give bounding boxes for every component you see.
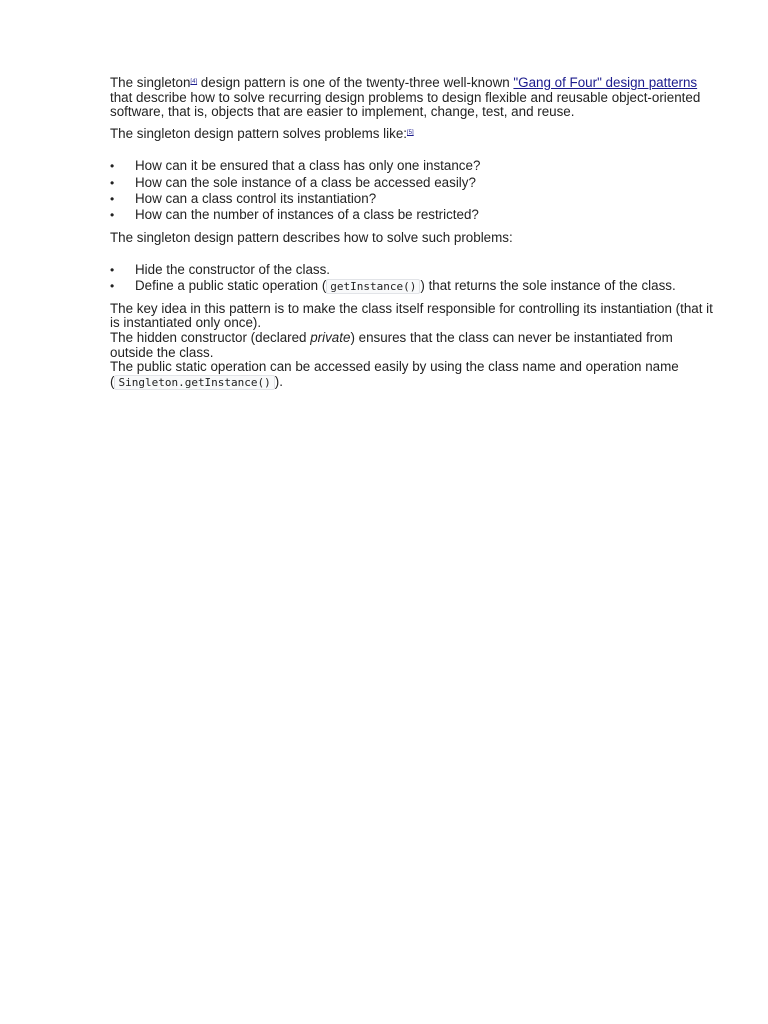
list-item: • Hide the constructor of the class. xyxy=(110,262,715,278)
solution-text-post: ) that returns the sole instance of the class. xyxy=(420,278,676,294)
key-idea-line-2-post: ) ensures that the class can never be instantiated from outside the class. xyxy=(110,329,673,360)
citation-ref-5[interactable]: [5] xyxy=(407,129,414,136)
key-idea-line-2-pre: The hidden constructor (declared xyxy=(110,329,311,345)
key-idea-line-3-post: ). xyxy=(274,373,283,389)
intro-text-3: that describe how to solve recurring design problems to design flexible and reusable object-oriented software, that is, objects that are easier to implement, change, test, and reuse. xyxy=(110,89,701,120)
code-get-instance: getInstance() xyxy=(326,279,420,294)
intro-text-2: design pattern is one of the twenty-three well-known xyxy=(197,75,514,90)
code-singleton-get-instance: Singleton.getInstance() xyxy=(114,375,274,390)
list-item: • How can it be ensured that a class has only one instance? xyxy=(110,158,715,174)
key-idea-line-1: The key idea in this pattern is to make the class itself responsible for controlling its instantiation (that it is instantiated only once). xyxy=(110,300,713,331)
citation-ref-4[interactable]: [4] xyxy=(190,79,198,85)
gang-of-four-link[interactable]: "Gang of Four" design patterns xyxy=(513,75,698,90)
key-idea-paragraph xyxy=(110,302,715,391)
intro-text-1: The singleton xyxy=(110,75,191,90)
list-item: • How can the number of instances of a class be restricted? xyxy=(110,207,715,223)
list-item xyxy=(110,278,715,294)
solution-text-pre: Define a public static operation ( xyxy=(135,278,327,294)
list-item: • How can the sole instance of a class be accessed easily? xyxy=(110,175,715,191)
solutions-list xyxy=(110,262,715,295)
private-keyword: private xyxy=(310,329,351,345)
problems-intro-text: The singleton design pattern solves problems like: xyxy=(110,125,407,141)
solution-intro: The singleton design pattern describes how to solve such problems: xyxy=(110,229,513,245)
intro-paragraph xyxy=(110,76,715,120)
article-body xyxy=(110,76,715,390)
key-idea-line-3-pre: The public static operation can be accessed easily by using the class name and operation name ( xyxy=(110,359,679,389)
problems-list xyxy=(110,158,715,223)
problems-intro xyxy=(110,127,715,142)
list-item: • How can a class control its instantiation? xyxy=(110,191,715,207)
